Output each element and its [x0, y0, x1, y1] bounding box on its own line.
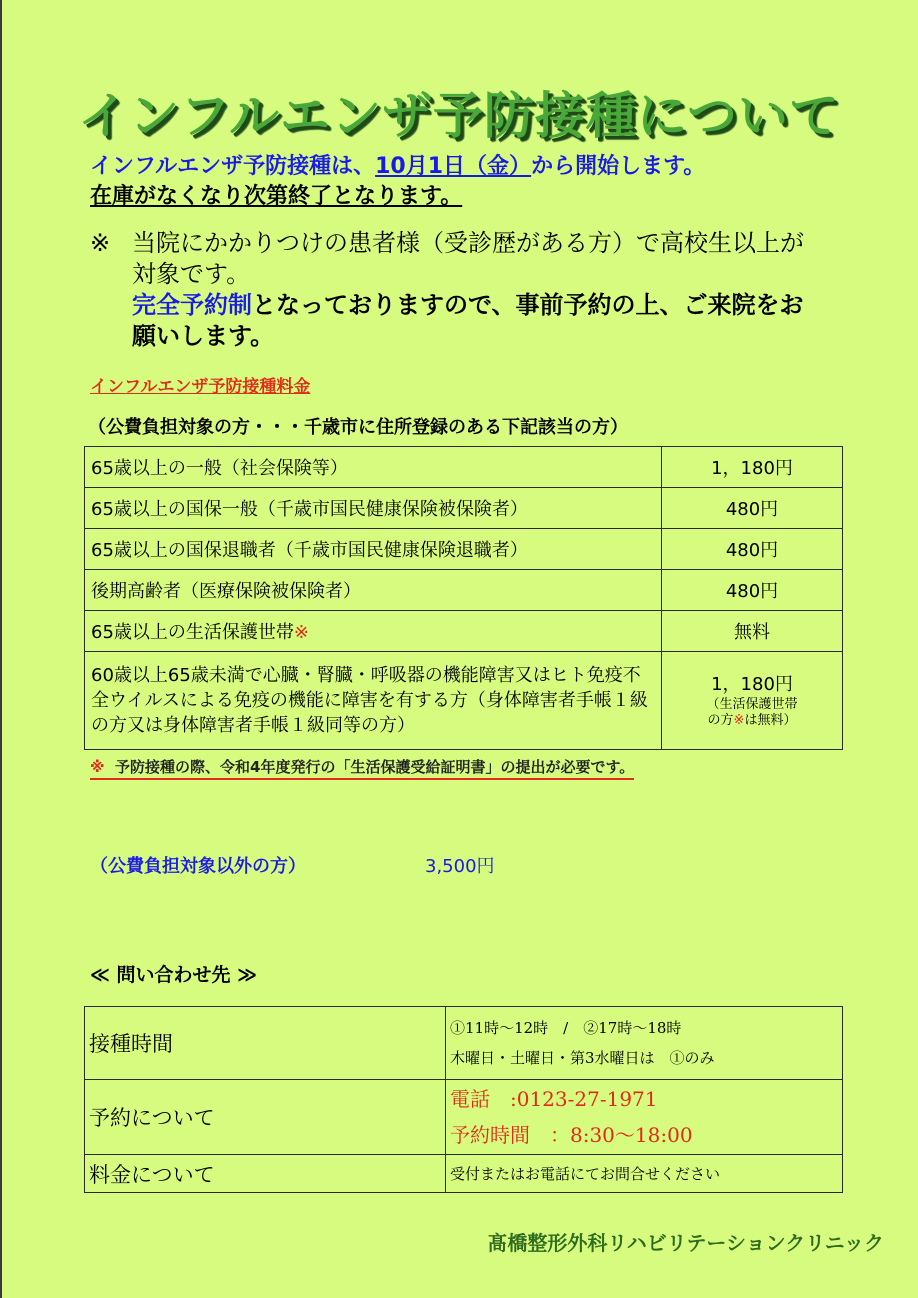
contact-label: 料金について [85, 1155, 446, 1193]
contact-heading: ≪ 問い合わせ先 ≫ [90, 964, 258, 986]
nonpublic-label: （公費負担対象以外の方） [90, 856, 306, 877]
fee-desc: 60歳以上65歳未満で心臓・腎臓・呼吸器の機能障害又はヒト免疫不全ウイルスによる免疫の機能に障害を有する方（身体障害者手帳１級の方又は身体障害者手帳１級同等の方） [85, 652, 662, 750]
fee-amount-note-2a: の方 [707, 712, 734, 728]
contact-table [84, 1006, 843, 1193]
fee-desc-mark: ※ [293, 622, 309, 643]
reservation-only: 完全予約制 [132, 291, 252, 319]
note-body [132, 228, 810, 352]
intro-text [90, 152, 705, 212]
page-title: インフルエンザ予防接種について [78, 87, 840, 145]
fee-footnote [90, 756, 634, 780]
fee-amount: 480円 [662, 488, 843, 529]
fee-amount-value: 1，180円 [711, 673, 793, 695]
fee-amount: 無料 [662, 611, 843, 652]
note-line-2 [132, 290, 810, 352]
intro-line-2: 在庫がなくなり次第終了となります。 [90, 184, 463, 209]
fee-amount-note-1: （生活保護世帯 [706, 696, 798, 712]
table-row [85, 529, 843, 570]
fee-footnote-mark: ※ [90, 758, 105, 776]
note-line-2-rest: となっておりますので、事前予約の上、ご来院をお願いします。 [132, 291, 804, 350]
table-row [85, 447, 843, 488]
fee-amount-note-2b: は無料） [744, 712, 797, 728]
eligibility-note [90, 228, 810, 352]
table-row [85, 1155, 843, 1193]
table-row [85, 570, 843, 611]
intro-line-1 [90, 152, 705, 182]
fee-desc: 65歳以上の国保退職者（千歳市国民健康保険退職者） [85, 529, 662, 570]
left-border [0, 0, 2, 1298]
fee-amount-note-mark: ※ [733, 712, 745, 728]
contact-value [446, 1007, 843, 1080]
table-row [85, 1080, 843, 1155]
contact-value: 受付またはお電話にてお問合せください [446, 1155, 843, 1193]
contact-label: 接種時間 [85, 1007, 446, 1080]
fee-table [84, 446, 843, 750]
public-subsidy-heading: （公費負担対象の方・・・千歳市に住所登録のある下記該当の方） [88, 417, 628, 438]
phone-number[interactable]: 電話 :0123-27-1971 [450, 1087, 658, 1111]
fee-amount: 480円 [662, 529, 843, 570]
intro-line-1-start: インフルエンザ予防接種は、 [90, 154, 376, 179]
fee-desc: 後期高齢者（医療保険被保険者） [85, 570, 662, 611]
hours-line-2: 木曜日・土曜日・第3水曜日は ①のみ [450, 1049, 715, 1067]
note-mark: ※ [90, 229, 111, 257]
fee-desc-text: 65歳以上の生活保護世帯 [91, 622, 294, 643]
contact-value [446, 1080, 843, 1155]
intro-line-1-end: から開始します。 [531, 154, 706, 179]
table-row [85, 652, 843, 750]
fee-heading: インフルエンザ予防接種料金 [90, 377, 311, 397]
hours-line-1: ①11時～12時 / ②17時～18時 [450, 1019, 682, 1037]
fee-amount-note-2 [668, 713, 836, 729]
table-row [85, 1007, 843, 1080]
fee-amount: 1，180円 [662, 447, 843, 488]
reservation-hours: 予約時間 ：8:30～18:00 [450, 1123, 693, 1147]
note-line-1: 当院にかかりつけの患者様（受診歴がある方）で高校生以上が対象です。 [132, 229, 804, 288]
fee-desc [85, 611, 662, 652]
contact-label: 予約について [85, 1080, 446, 1155]
fee-amount [662, 652, 843, 750]
table-row [85, 611, 843, 652]
fee-footnote-text: 予防接種の際、令和4年度発行の「生活保護受給証明書」の提出が必要です。 [115, 758, 635, 776]
fee-amount: 480円 [662, 570, 843, 611]
table-row [85, 488, 843, 529]
start-date: 10月1日（金） [375, 154, 532, 179]
clinic-name: 髙橋整形外科リハビリテーションクリニック [487, 1231, 884, 1255]
fee-desc: 65歳以上の一般（社会保険等） [85, 447, 662, 488]
fee-desc: 65歳以上の国保一般（千歳市国民健康保険被保険者） [85, 488, 662, 529]
nonpublic-price: 3,500円 [425, 856, 495, 877]
